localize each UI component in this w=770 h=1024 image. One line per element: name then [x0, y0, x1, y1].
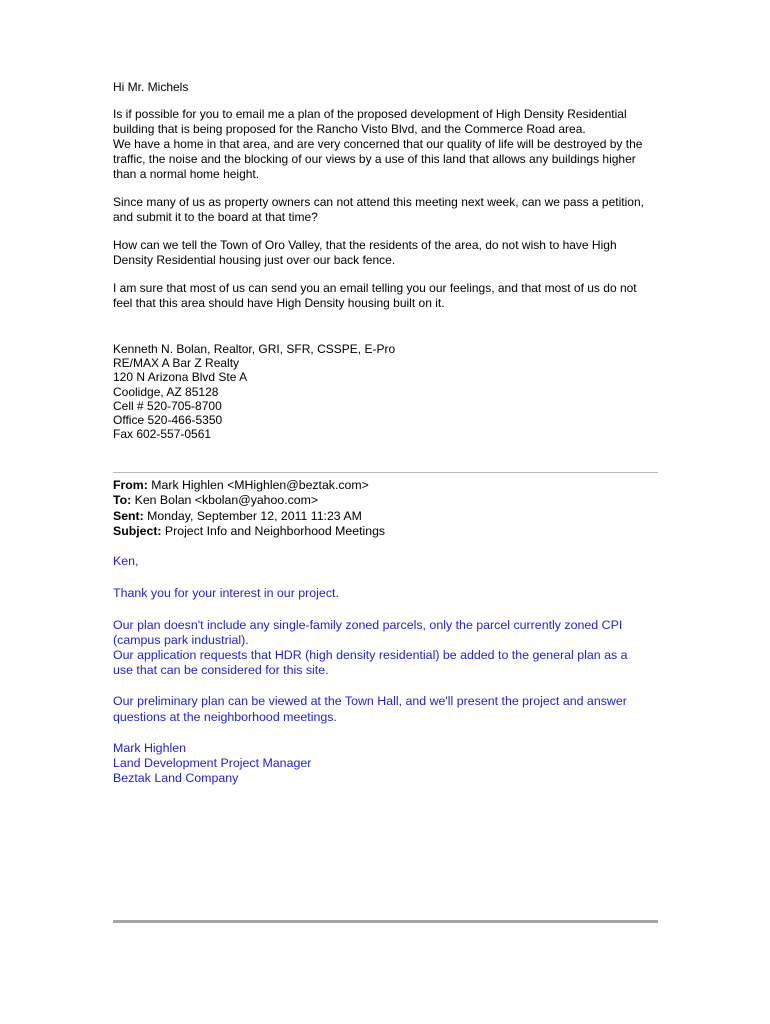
reply-paragraph-2 [113, 618, 658, 679]
text-line: We have a home in that area, and are very concerned that our quality of life will be destroyed by the [113, 137, 643, 151]
text-line: Since many of us as property owners can not attend this meeting next week, can we pass a petition, [113, 195, 644, 209]
text-line: Density Residential housing just over our back fence. [113, 253, 396, 267]
text-line: Thank you for your interest in our project. [113, 586, 339, 601]
letter-paragraph-3 [113, 238, 658, 268]
subject-label: Subject: [113, 523, 162, 538]
subject-field [113, 524, 658, 539]
reply-paragraph-1 [113, 586, 658, 601]
signature-line: Cell # 520-705-8700 [113, 398, 222, 413]
subject-value: Project Info and Neighborhood Meetings [161, 523, 386, 538]
to-value: Ken Bolan <kbolan@yahoo.com> [131, 493, 319, 508]
sent-value: Monday, September 12, 2011 11:23 AM [143, 508, 362, 523]
signature-line: Kenneth N. Bolan, Realtor, GRI, SFR, CSSPE, E-Pro [113, 342, 396, 356]
signature-line: Beztak Land Company [113, 771, 239, 786]
footer-divider [113, 920, 658, 923]
text-line: feel that this area should have High Density housing built on it. [113, 296, 445, 310]
sent-field [113, 509, 658, 524]
to-label: To: [113, 493, 132, 508]
letter-paragraph-1 [113, 107, 658, 182]
text-line: Our preliminary plan can be viewed at the Town Hall, and we'll present the project and answer [113, 694, 627, 709]
sent-label: Sent: [113, 508, 144, 523]
text-line: Our plan doesn't include any single-family zoned parcels, only the parcel currently zoned CPI [113, 617, 623, 632]
from-field [113, 478, 658, 493]
reply-paragraph-3 [113, 694, 658, 724]
message-header [113, 478, 658, 539]
text-line: use that can be considered for this site. [113, 663, 329, 678]
text-line: How can we tell the Town of Oro Valley, that the residents of the area, do not wish to have High [113, 238, 617, 252]
signature-line: Land Development Project Manager [113, 756, 312, 771]
text-line: traffic, the noise and the blocking of our views by a use of this land that allows any buildings higher [113, 152, 636, 166]
text-line: Is if possible for you to email me a plan of the proposed development of High Density Residential [113, 107, 627, 121]
from-label: From: [113, 478, 148, 492]
reply-signature [113, 741, 658, 787]
sender-signature [113, 342, 658, 441]
text-line: I am sure that most of us can send you an email telling you our feelings, and that most of us do not [113, 281, 637, 295]
signature-line: 120 N Arizona Blvd Ste A [113, 370, 248, 385]
forwarded-message [113, 478, 658, 786]
text-line: Our application requests that HDR (high density residential) be added to the general plan as a [113, 648, 628, 662]
salutation: Ken, [113, 554, 139, 569]
signature-line: Mark Highlen [113, 740, 186, 755]
signature-line: Office 520-466-5350 [113, 413, 223, 428]
header-divider [113, 472, 658, 473]
greeting: Hi Mr. Michels [113, 80, 189, 94]
signature-line: RE/MAX A Bar Z Realty [113, 356, 240, 371]
text-line: building that is being proposed for the Rancho Visto Blvd, and the Commerce Road area. [113, 122, 586, 136]
letter-paragraph-2 [113, 195, 658, 225]
text-line: than a normal home height. [113, 167, 260, 181]
signature-line: Fax 602-557-0561 [113, 427, 212, 442]
to-field [113, 493, 658, 508]
letter-paragraph-4 [113, 281, 658, 311]
text-line: (campus park industrial). [113, 632, 249, 647]
email-document [113, 80, 658, 441]
from-value: Mark Highlen <MHighlen@beztak.com> [147, 478, 369, 492]
text-line: questions at the neighborhood meetings. [113, 709, 337, 724]
text-line: and submit it to the board at that time? [113, 210, 318, 224]
signature-line: Coolidge, AZ 85128 [113, 384, 219, 399]
